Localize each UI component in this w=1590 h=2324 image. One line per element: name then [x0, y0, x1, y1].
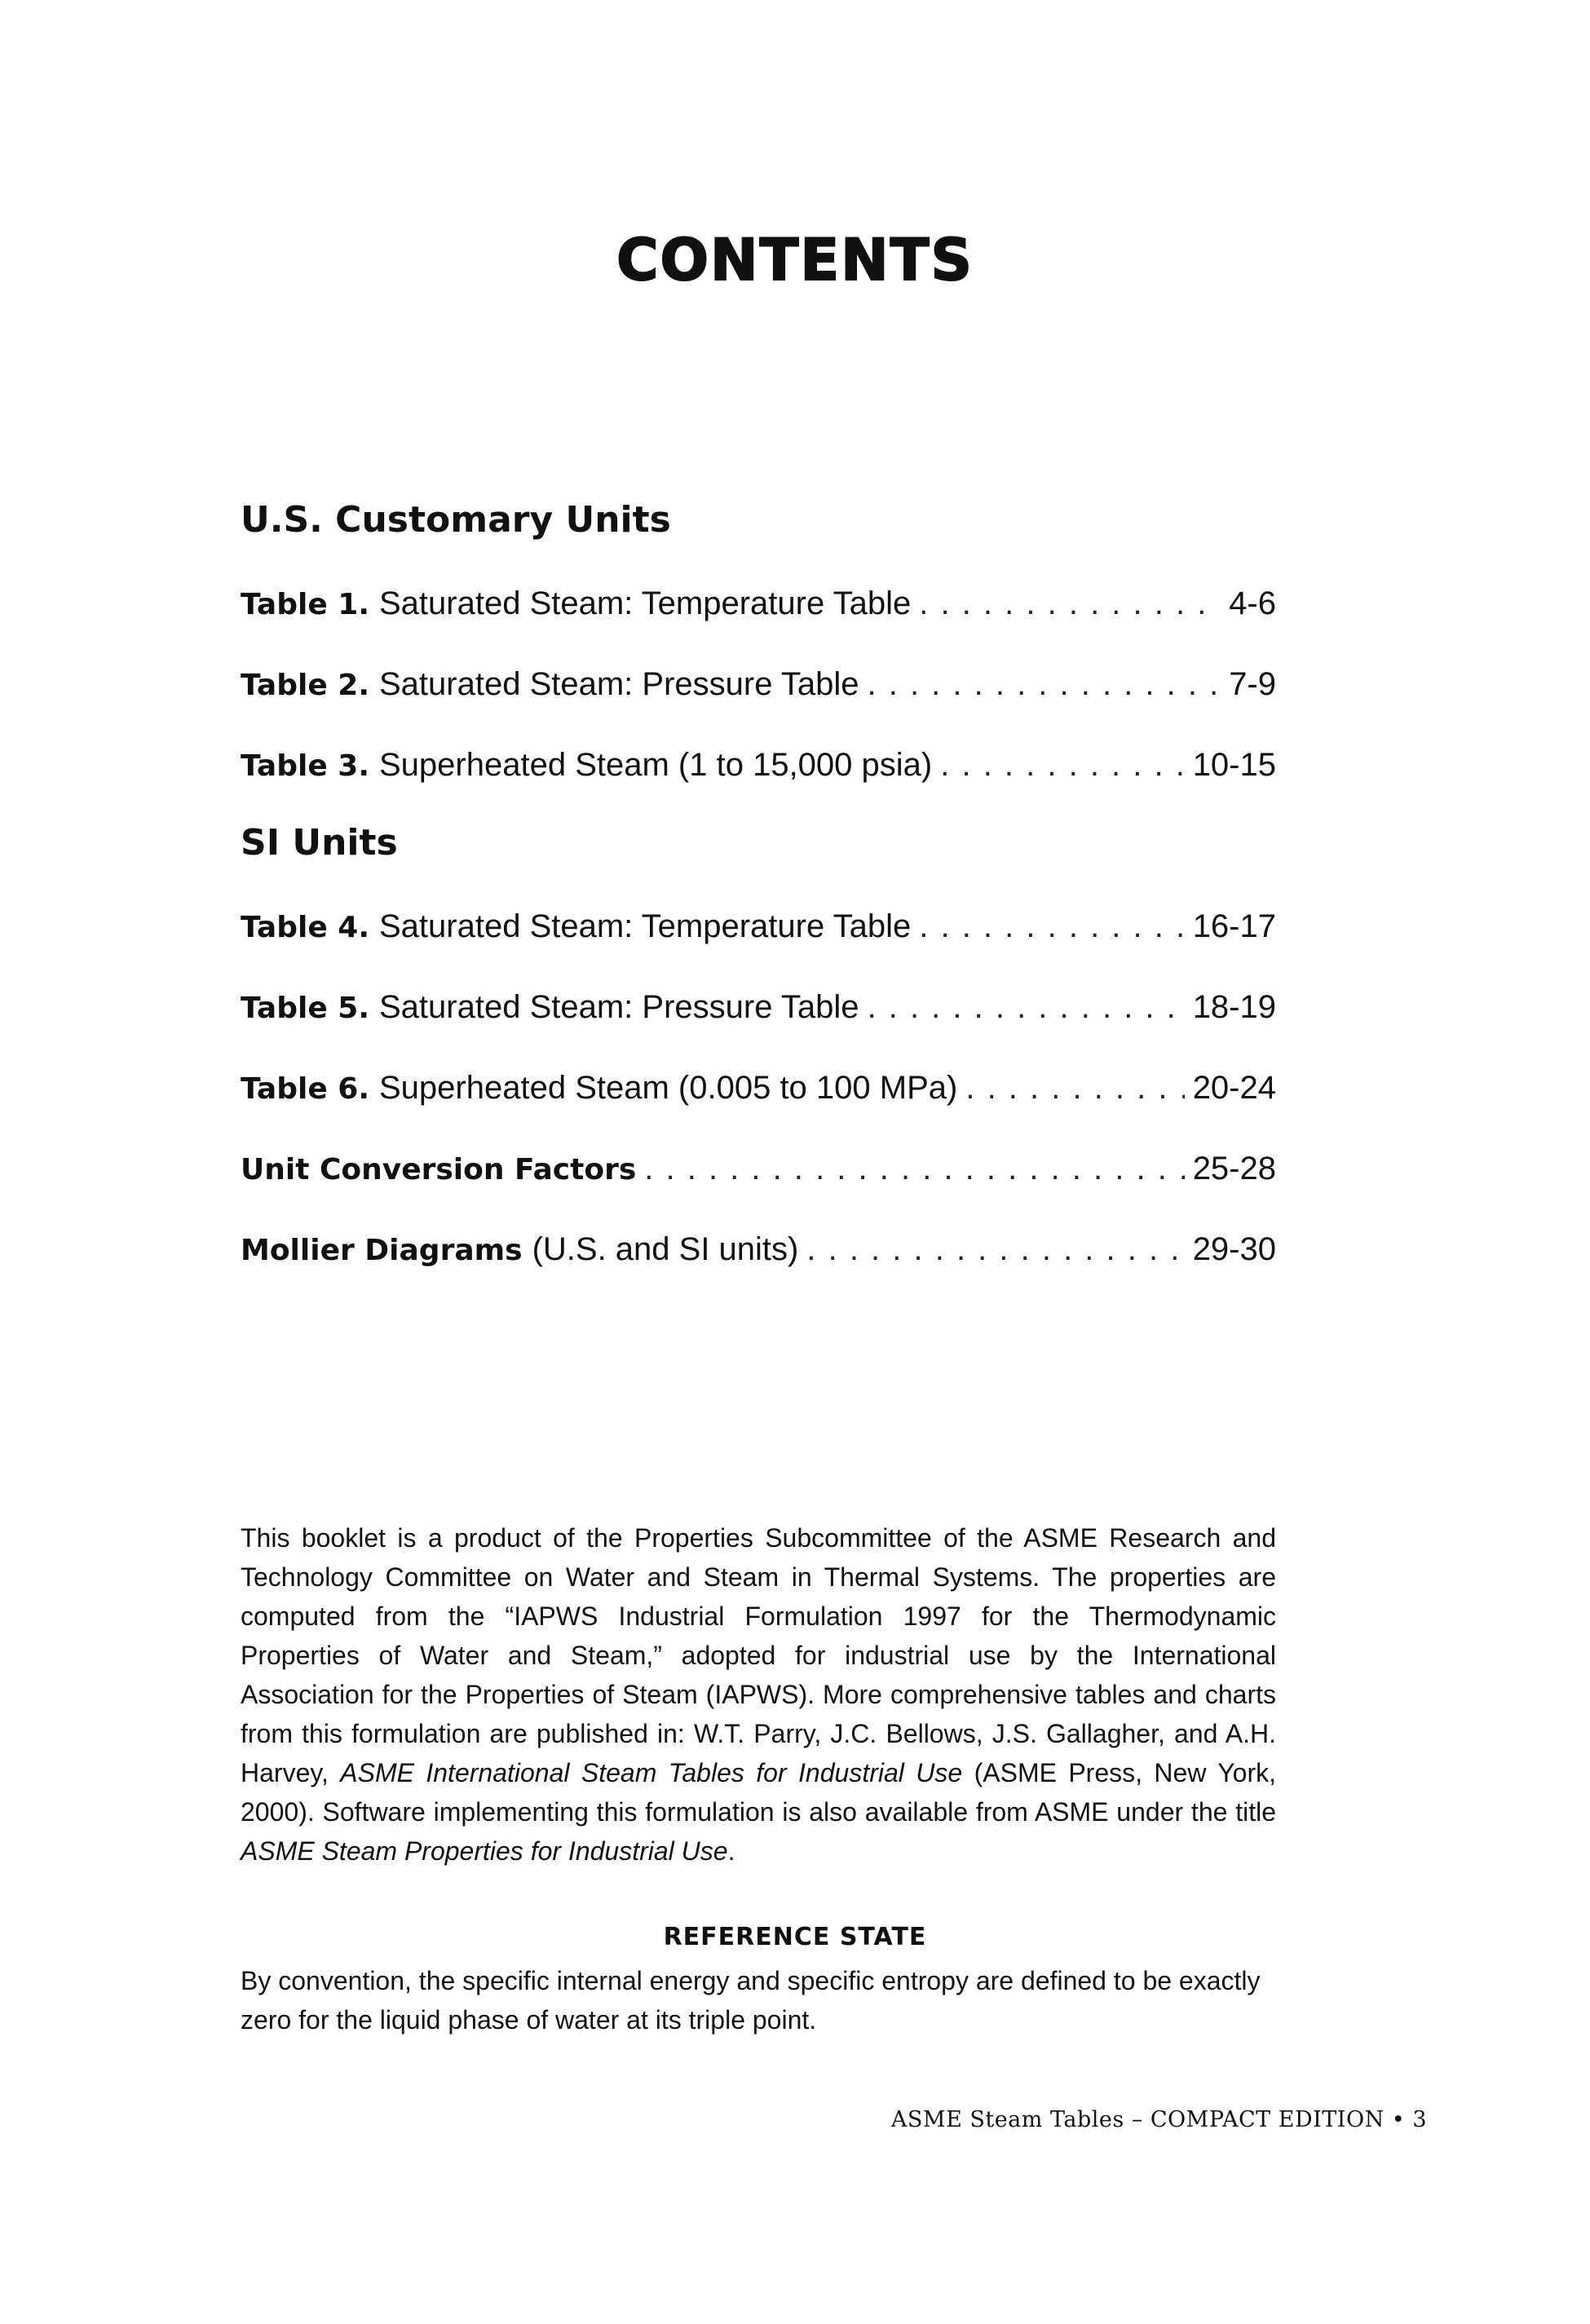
- toc-entry-unit-conversion-factors[interactable]: [241, 1151, 1276, 1200]
- dot-leader: [919, 908, 1184, 945]
- intro-paragraph: [241, 1518, 1276, 1871]
- toc-entry-title: Saturated Steam: Temperature Table: [379, 908, 912, 944]
- toc-entry-label: Table 3.: [241, 749, 369, 783]
- toc-entry-table-2[interactable]: [241, 666, 1276, 715]
- intro-text: .: [727, 1836, 735, 1866]
- toc-entry-pages: 29-30: [1192, 1231, 1276, 1267]
- toc-entry-mollier-diagrams[interactable]: [241, 1231, 1276, 1280]
- section-heading-us-customary-units: U.S. Customary Units: [241, 499, 671, 541]
- section-heading-si-units: SI Units: [241, 822, 398, 864]
- dot-leader: [919, 585, 1221, 622]
- page-footer: ASME Steam Tables – COMPACT EDITION • 3: [890, 2107, 1427, 2132]
- toc-entry-title: Superheated Steam (1 to 15,000 psia): [379, 747, 933, 783]
- toc-entry-pages: 4-6: [1229, 585, 1276, 621]
- toc-entry-label: Table 6.: [241, 1072, 369, 1106]
- toc-entry-pages: 10-15: [1192, 747, 1276, 783]
- toc-entry-pages: 18-19: [1192, 989, 1276, 1025]
- toc-entry-table-1[interactable]: [241, 585, 1276, 634]
- reference-state-text: By convention, the specific internal energy and specific entropy are defined to be exactly zero for the liquid phase of water at its triple point.: [241, 1966, 1261, 2035]
- reference-state-heading: REFERENCE STATE: [663, 1923, 927, 1951]
- toc-entry-label: Table 5.: [241, 992, 369, 1025]
- toc-entry-pages: 20-24: [1192, 1070, 1276, 1106]
- software-title: ASME Steam Properties for Industrial Use: [241, 1836, 728, 1866]
- toc-entry-table-6[interactable]: [241, 1070, 1276, 1119]
- dot-leader: [806, 1231, 1184, 1268]
- toc-entry-pages: 16-17: [1192, 908, 1276, 944]
- page-title: CONTENTS: [616, 227, 974, 294]
- toc-entry-label: Table 4.: [241, 911, 369, 944]
- dot-leader: [867, 989, 1184, 1026]
- publication-title: ASME International Steam Tables for Industrial Use: [340, 1758, 963, 1787]
- intro-text: (ASME Press, New York, 2000). Software implementing this formulation is also available from ASME under the title: [241, 1758, 1277, 1827]
- toc-entry-title: Saturated Steam: Pressure Table: [379, 989, 859, 1025]
- toc-entry-label: Mollier Diagrams: [241, 1234, 523, 1267]
- toc-entry-pages: 7-9: [1229, 666, 1276, 702]
- toc-entry-table-4[interactable]: [241, 908, 1276, 957]
- dot-leader: [644, 1151, 1184, 1187]
- toc-entry-label: Table 1.: [241, 588, 369, 621]
- toc-entry-pages: 25-28: [1192, 1151, 1276, 1186]
- dot-leader: [965, 1070, 1184, 1107]
- dot-leader: [867, 666, 1221, 703]
- toc-entry-table-3[interactable]: [241, 747, 1276, 796]
- toc-entry-label: Unit Conversion Factors: [241, 1153, 637, 1186]
- toc-entry-title: Superheated Steam (0.005 to 100 MPa): [379, 1070, 958, 1106]
- toc-entry-title: (U.S. and SI units): [532, 1231, 799, 1267]
- toc-entry-title: Saturated Steam: Temperature Table: [379, 585, 912, 621]
- intro-text: This booklet is a product of the Properties Subcommittee of the ASME Research and Technology Committee on Water and Steam in Thermal Systems. The properties are computed from the “IAPWS Industrial Formulation 1997 for the Thermodynamic Properties of Water and Steam,” adopted for industrial use by the International Association for the Properties of Steam (IAPWS). More comprehensive tables and charts from this formulation are published in: W.T. Parry, J.C. Bellows, J.S. Gallagher, and A.H. Harvey,: [241, 1523, 1276, 1787]
- dot-leader: [940, 747, 1184, 784]
- toc-entry-table-5[interactable]: [241, 989, 1276, 1038]
- toc-entry-title: Saturated Steam: Pressure Table: [379, 666, 859, 702]
- toc-entry-label: Table 2.: [241, 669, 369, 702]
